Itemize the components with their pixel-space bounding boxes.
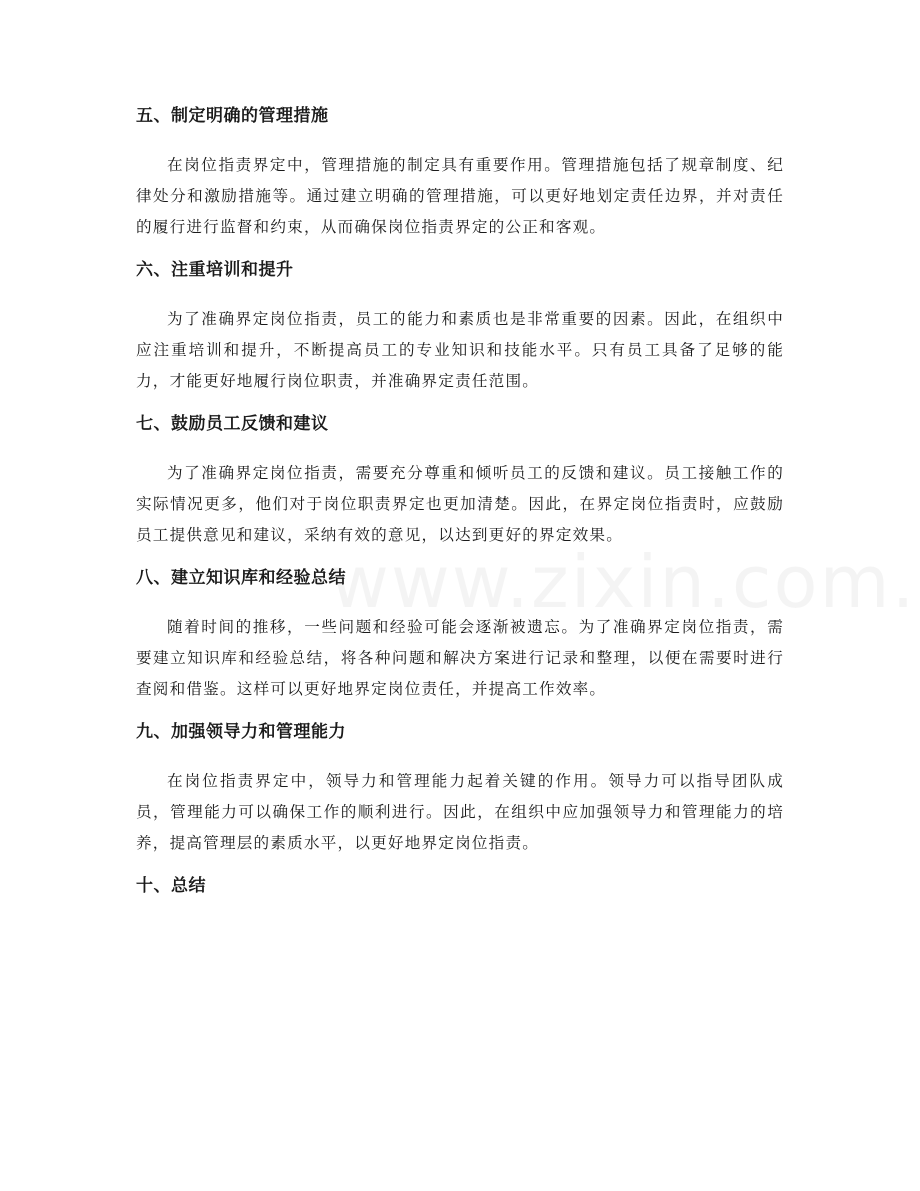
section-heading: 九、加强领导力和管理能力 [136,722,346,742]
section-paragraph: 在岗位指责界定中，管理措施的制定具有重要作用。管理措施包括了规章制度、纪律处分和激励措施等。通过建立明确的管理措施，可以更好地划定责任边界，并对责任的履行进行监督和约束，从而确保岗位指责界定的公正和客观。 [136,156,784,236]
section-paragraph: 为了准确界定岗位指责，员工的能力和素质也是非常重要的因素。因此，在组织中应注重培训和提升，不断提高员工的专业知识和技能水平。只有员工具备了足够的能力，才能更好地履行岗位职责，并准确界定责任范围。 [136,310,784,390]
section-paragraph: 为了准确界定岗位指责，需要充分尊重和倾听员工的反馈和建议。员工接触工作的实际情况更多，他们对于岗位职责界定也更加清楚。因此，在界定岗位指责时，应鼓励员工提供意见和建议，采纳有效的意见，以达到更好的界定效果。 [136,464,784,544]
section-heading: 八、建立知识库和经验总结 [136,568,346,588]
section-heading: 七、鼓励员工反馈和建议 [136,414,329,434]
section-5 [136,104,784,243]
section-heading: 六、注重培训和提升 [136,260,294,280]
section-10 [136,874,784,898]
document-body [136,104,784,920]
section-6 [136,258,784,397]
section-paragraph: 随着时间的推移，一些问题和经验可能会逐渐被遗忘。为了准确界定岗位指责，需要建立知识库和经验总结，将各种问题和解决方案进行记录和整理，以便在需要时进行查阅和借鉴。这样可以更好地界定岗位责任，并提高工作效率。 [136,618,784,698]
section-paragraph: 在岗位指责界定中，领导力和管理能力起着关键的作用。领导力可以指导团队成员，管理能力可以确保工作的顺利进行。因此，在组织中应加强领导力和管理能力的培养，提高管理层的素质水平，以更好地界定岗位指责。 [136,772,784,852]
section-9 [136,720,784,859]
section-7 [136,412,784,551]
section-heading: 十、总结 [136,876,206,896]
section-heading: 五、制定明确的管理措施 [136,106,329,126]
section-8 [136,566,784,705]
